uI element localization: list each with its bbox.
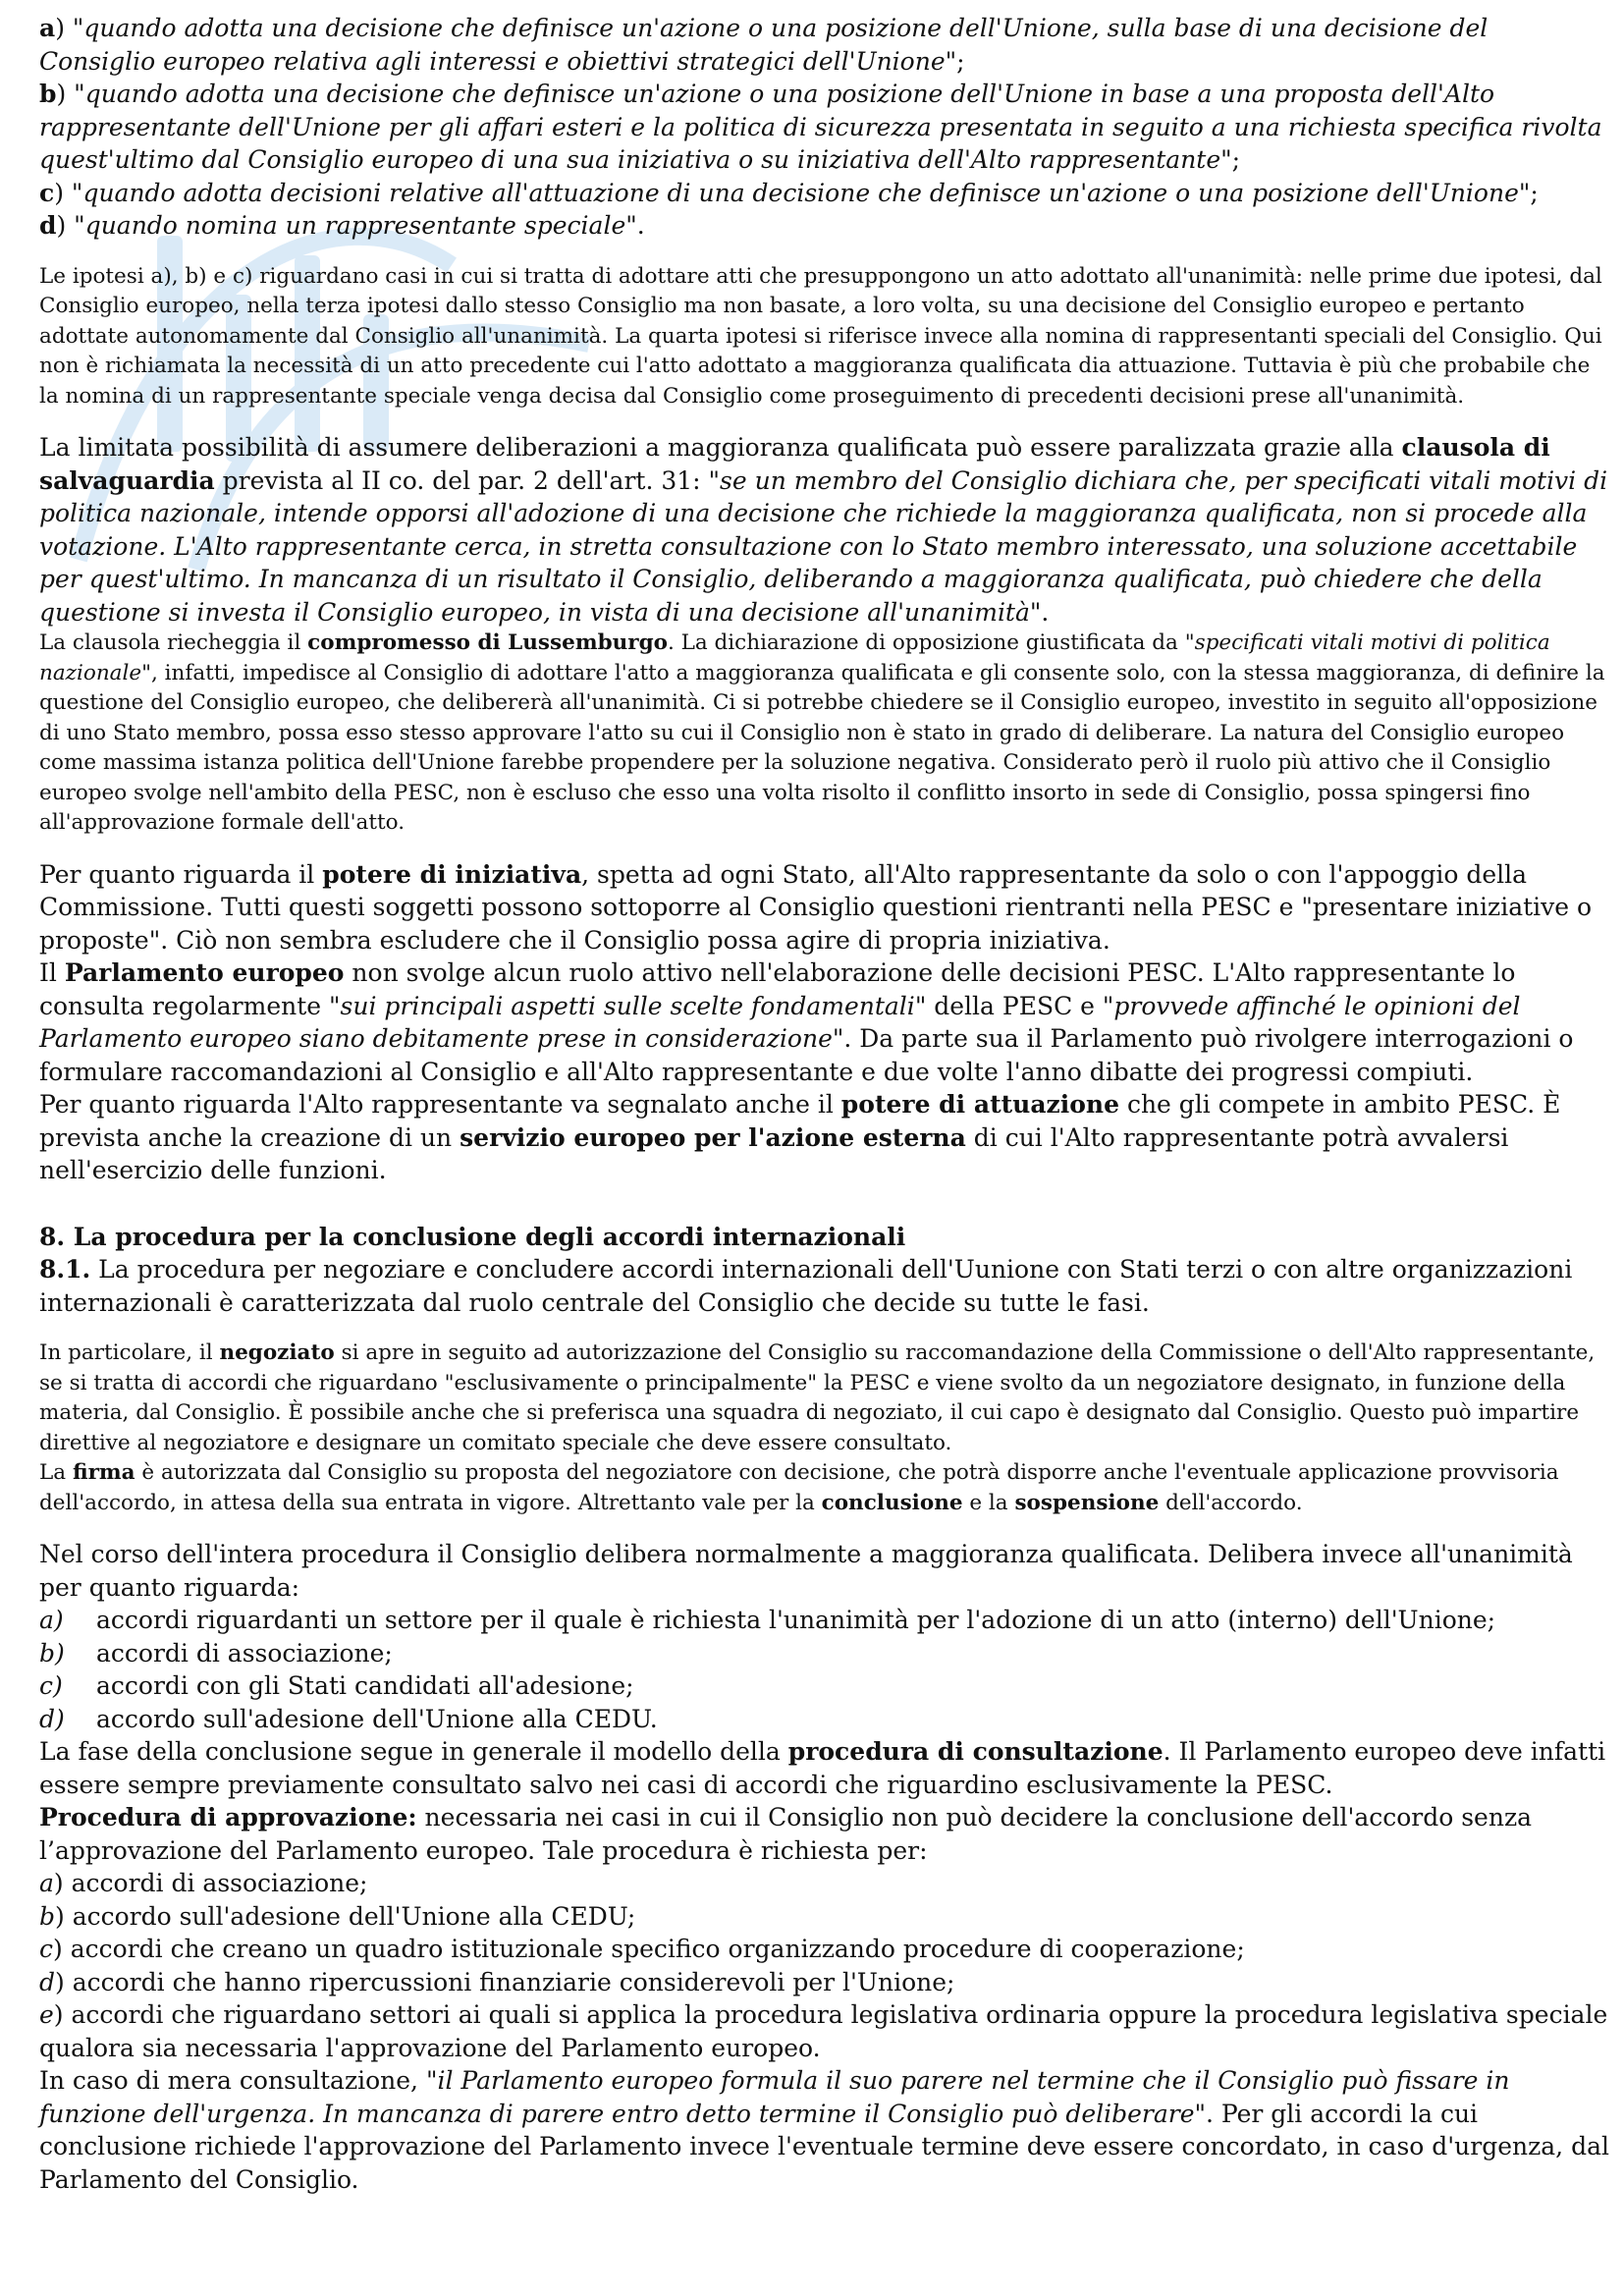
unanimita-item-c: c) accordi con gli Stati candidati all'adesione; <box>39 1671 634 1700</box>
unanimita-item-b: b) accordi di associazione; <box>39 1638 393 1667</box>
paragraph-mera-consultazione: In caso di mera consultazione, "il Parlamento europeo formula il suo parere nel termine che il Consiglio può fissare in funzione dell'urgenza. In mancanza di parere entro detto termine il Consiglio può deliberare". Per gli accordi la cui conclusione richiede l'approvazione del Parlamento invece l'eventuale termine deve essere concordato, in caso d'urgenza, dal Parlamento del Consiglio. <box>39 2066 1609 2194</box>
unanimita-item-d: d) accordo sull'adesione dell'Unione alla CEDU. <box>39 1704 658 1733</box>
paragraph-clausola-salvaguardia: La limitata possibilità di assumere deliberazioni a maggioranza qualificata può essere paralizzata grazie alla clausola di salvaguardia prevista al II co. del par. 2 dell'art. 31: "se un membro del Consiglio dichiara che, per specificati vitali motivi di politica nazionale, intende opporsi all'adozione di una decisione che richiede la maggioranza qualificata, non si procede alla votazione. L'Alto rappresentante cerca, in stretta consultazione con lo Stato membro interessato, una soluzione accettabile per quest'ultimo. In mancanza di un risultato il Consiglio, deliberando a maggioranza qualificata, può chiedere che della questione si investa il Consiglio europeo, in vista di una decisione all'unanimità". <box>39 433 1608 627</box>
intro-item-a: a) "quando adotta una decisione che definisce un'azione o una posizione dell'Unione, sulla base di una decisione del Consiglio europeo relativa agli interessi e obiettivi strategici dell'Unione"; <box>39 14 1489 76</box>
approvazione-item-d: d) accordi che hanno ripercussioni finanziarie considerevoli per l'Unione; <box>39 1967 955 1996</box>
approvazione-item-e: e) accordi che riguardano settori ai quali si applica la procedura legislativa ordinaria oppure la procedura legislativa speciale qualora sia necessaria l'approvazione del Parlamento europeo. <box>39 2000 1608 2062</box>
intro-item-b: b) "quando adotta una decisione che definisce un'azione o una posizione dell'Unione in base a una proposta dell'Alto rappresentante dell'Unione per gli affari esteri e la politica di sicurezza presentata in seguito a una richiesta specifica rivolta quest'ultimo dal Consiglio europeo di una sua iniziativa o su iniziativa dell'Alto rappresentante"; <box>39 80 1602 174</box>
section-8-heading: 8. La procedura per la conclusione degli accordi internazionali <box>39 1222 906 1251</box>
note-negoziato: In particolare, il negoziato si apre in seguito ad autorizzazione del Consiglio su raccomandazione della Commissione o dell'Alto rappresentante, se si tratta di accordi che riguardano "esclusivamente o principalmente" la PESC e viene svolto da un negoziatore designato, in funzione della materia, dal Consiglio. È possibile anche che si preferisca una squadra di negoziato, il cui capo è designato dal Consiglio. Questo può impartire direttive al negoziatore e designare un comitato speciale che deve essere consultato. La firma è autorizzata dal Consiglio su proposta del negoziatore con decisione, che potrà disporre anche l'eventuale applicazione provvisoria dell'accordo, in attesa della sua entrata in vigore. Altrettanto vale per la conclusione e la sospensione dell'accordo. <box>39 1340 1596 1515</box>
paragraph-procedura-approvazione: Procedura di approvazione: necessaria nei casi in cui il Consiglio non può decidere la conclusione dell'accordo senza l’approvazione del Parlamento europeo. Tale procedura è richiesta per: a) accordi di associazione; b) accordo sull'adesione dell'Unione alla CEDU; c) accordi che creano un quadro istituzionale specifico organizzando procedure di cooperazione; d) accordi che hanno ripercussioni finanziarie considerevoli per l'Unione; e) accordi che riguardano settori ai quali si applica la procedura legislativa ordinaria oppure la procedura legislativa speciale qualora sia necessaria l'approvazione del Parlamento europeo. <box>39 1801 1610 2064</box>
approvazione-item-c: c) accordi che creano un quadro istituzionale specifico organizzando procedure di cooperazione; <box>39 1935 1245 1963</box>
paragraph-8-1: 8.1. La procedura per negoziare e concludere accordi internazionali dell'Uunione con Stati terzi o con altre organizzazioni internazionali è caratterizzata dal ruolo centrale del Consiglio che decide su tutte le fasi. <box>39 1255 1573 1317</box>
intro-item-c: c) "quando adotta decisioni relative all'attuazione di una decisione che definisce un'azione o una posizione dell'Unione"; <box>39 178 1539 207</box>
paragraph-potere-attuazione: Per quanto riguarda l'Alto rappresentante va segnalato anche il potere di attuazione che gli compete in ambito PESC. È prevista anche la creazione di un servizio europeo per l'azione esterna di cui l'Alto rappresentante potrà avvalersi nell'esercizio delle funzioni. <box>39 1090 1561 1184</box>
document-page <box>39 12 1610 2196</box>
paragraph-parlamento-europeo: Il Parlamento europeo non svolge alcun ruolo attivo nell'elaborazione delle decisioni PESC. L'Alto rappresentante lo consulta regolarmente "sui principali aspetti sulle scelte fondamentali" della PESC e "provvede affinché le opinioni del Parlamento europeo siano debitamente prese in considerazione". Da parte sua il Parlamento può rivolgere interrogazioni o formulare raccomandazioni al Consiglio e all'Alto rappresentante e due volte l'anno dibatte dei progressi compiuti. <box>39 958 1574 1086</box>
approvazione-item-a: a) accordi di associazione; <box>39 1869 368 1897</box>
approvazione-item-b: b) accordo sull'adesione dell'Unione alla CEDU; <box>39 1901 636 1931</box>
note-compromesso-lussemburgo: La clausola riecheggia il compromesso di Lussemburgo. La dichiarazione di opposizione giustificata da "specificati vitali motivi di politica nazionale", infatti, impedisce al Consiglio di adottare l'atto a maggioranza qualificata e gli consente solo, con la stessa maggioranza, di definire la questione del Consiglio europeo, che delibererà all'unanimità. Ci si potrebbe chiedere se il Consiglio europeo, investito in seguito all'opposizione di uno Stato membro, possa esso stesso approvare l'atto su cui il Consiglio non è stato in grado di deliberare. La natura del Consiglio europeo come massima istanza politica dell'Unione farebbe propendere per la soluzione negativa. Considerato però il ruolo più attivo che il Consiglio europeo svolge nell'ambito della PESC, non è escluso che esso una volta risolto il conflitto insorto in sede di Consiglio, possa spingersi fino all'approvazione formale dell'atto. <box>39 630 1605 835</box>
intro-list <box>39 12 1610 243</box>
unanimita-item-a: a) accordi riguardanti un settore per il quale è richiesta l'unanimità per l'adozione di un atto (interno) dell'Unione; <box>39 1606 1496 1634</box>
paragraph-potere-iniziativa: Per quanto riguarda il potere di iniziativa, spetta ad ogni Stato, all'Alto rappresentante da solo o con l'appoggio della Commissione. Tutti questi soggetti possono sottoporre al Consiglio questioni rientranti nella PESC e "presentare iniziative o proposte". Ciò non sembra escludere che il Consiglio possa agire di propria iniziativa. <box>39 859 1593 955</box>
note-ipotesi: Le ipotesi a), b) e c) riguardano casi in cui si tratta di adottare atti che presuppongono un atto adottato all'unanimità: nelle prime due ipotesi, dal Consiglio europeo, nella terza ipotesi dallo stesso Consiglio ma non basate, a loro volta, su una decisione del Consiglio europeo e pertanto adottate autonomamente dal Consiglio all'unanimità. La quarta ipotesi si riferisce invece alla nomina di rappresentanti speciali del Consiglio. Qui non è richiamata la necessità di un atto precedente cui l'atto adottato a maggioranza qualificata dia attuazione. Tuttavia è più che probabile che la nomina di un rappresentante speciale venga decisa dal Consiglio come proseguimento di precedenti decisioni prese all'unanimità. <box>39 263 1602 409</box>
paragraph-unanimita: Nel corso dell'intera procedura il Consiglio delibera normalmente a maggioranza qualificata. Delibera invece all'unanimità per quanto riguarda: a) accordi riguardanti un settore per il quale è richiesta l'unanimità per l'adozione di un atto (interno) dell'Unione; b) accordi di associazione; c) accordi con gli Stati candidati all'adesione; d) accordo sull'adesione dell'Unione alla CEDU. <box>39 1538 1610 1735</box>
intro-item-d: d) "quando nomina un rappresentante speciale". <box>39 211 645 240</box>
paragraph-procedura-consultazione: La fase della conclusione segue in generale il modello della procedura di consultazione. Il Parlamento europeo deve infatti essere sempre previamente consultato salvo nei casi di accordi che riguardino esclusivamente la PESC. <box>39 1737 1606 1799</box>
